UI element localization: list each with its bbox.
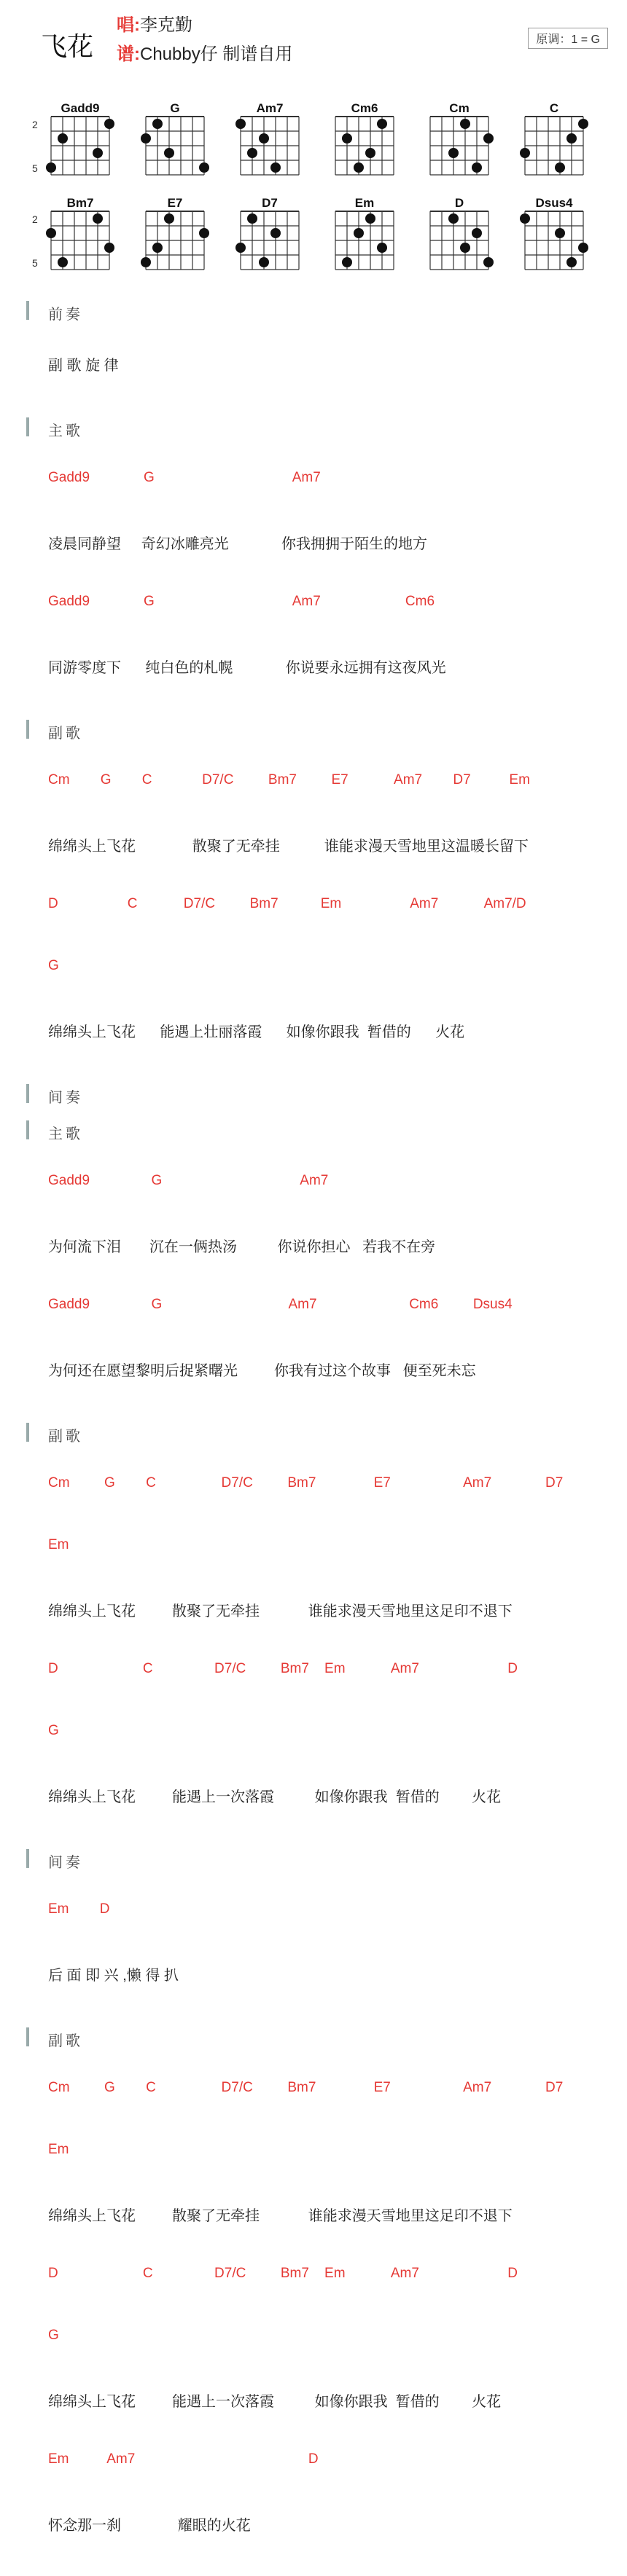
- finger-dot: [141, 257, 151, 267]
- section-marker: [26, 1084, 29, 1103]
- finger-dot: [58, 133, 68, 144]
- chord-line: Cm G C D7/C Bm7 E7 Am7 D7 Em: [48, 772, 530, 788]
- finger-dot: [520, 213, 530, 224]
- chord-line: Gadd9 G Am7: [48, 470, 321, 485]
- chord-name: Cm: [449, 101, 470, 115]
- chord-line: G: [48, 2328, 59, 2343]
- finger-dot: [259, 133, 269, 144]
- lyric-line: 绵绵头上飞花 散聚了无牵挂 谁能求漫天雪地里这足印不退下: [48, 1603, 513, 1619]
- singer-name: 李克勤: [140, 15, 192, 35]
- chord-name: Bm7: [66, 196, 94, 210]
- finger-dot: [270, 228, 281, 238]
- song-title: 飞花: [41, 32, 94, 62]
- finger-dot: [448, 213, 459, 224]
- chord-diagram-dsus4: [520, 196, 588, 270]
- arranger-label: 谱:: [117, 44, 140, 64]
- lyric-line: 后 面 即 兴 ,懒 得 扒: [48, 1968, 179, 1984]
- finger-dot: [247, 148, 257, 158]
- finger-dot: [483, 257, 494, 267]
- chord-name: Cm6: [351, 101, 378, 115]
- chord-line: Cm G C D7/C Bm7 E7 Am7 D7: [48, 2080, 564, 2095]
- chord-diagram-c: [520, 101, 588, 175]
- finger-dot: [377, 243, 387, 253]
- section-label: 主歌: [48, 423, 83, 439]
- section-marker: [26, 1120, 29, 1139]
- finger-dot: [58, 257, 68, 267]
- finger-dot: [247, 213, 257, 224]
- finger-dot: [578, 119, 588, 129]
- fret-label: 5: [32, 257, 38, 269]
- finger-dot: [235, 243, 246, 253]
- finger-dot: [141, 133, 151, 144]
- lyric-line: 绵绵头上飞花 散聚了无牵挂 谁能求漫天雪地里这足印不退下: [48, 2208, 513, 2224]
- arranger-name: Chubby仔 制谱自用: [140, 44, 293, 64]
- chord-diagram-gadd9: [32, 101, 114, 175]
- chord-line: Gadd9 G Am7 Cm6: [48, 594, 435, 609]
- finger-dot: [460, 243, 470, 253]
- section-label: 主歌: [48, 1126, 83, 1142]
- chord-diagram-cm6: [335, 101, 394, 175]
- chord-line: D C D7/C Bm7 Em Am7 D: [48, 1661, 518, 1676]
- chord-name: Gadd9: [61, 101, 100, 115]
- finger-dot: [555, 162, 565, 173]
- chord-name: C: [549, 101, 559, 115]
- key-badge: 原调：1 = G: [528, 28, 608, 49]
- section-marker: [26, 1849, 29, 1868]
- section-marker: [26, 720, 29, 739]
- lyric-line: 绵绵头上飞花 能遇上壮丽落霞 如像你跟我 暂借的 火花: [48, 1024, 465, 1040]
- section-label: 副歌: [48, 2033, 83, 2049]
- chord-line: D C D7/C Bm7 Em Am7 D: [48, 2266, 518, 2281]
- section-marker: [26, 2027, 29, 2046]
- chord-line: Em D: [48, 1901, 110, 1917]
- finger-dot: [520, 148, 530, 158]
- chord-diagram-g: [141, 101, 209, 175]
- finger-dot: [164, 213, 174, 224]
- finger-dot: [46, 228, 56, 238]
- chord-line: Em Am7 D: [48, 2451, 319, 2467]
- fret-label: 2: [32, 213, 38, 225]
- finger-dot: [365, 213, 375, 224]
- chord-name: Em: [354, 196, 375, 210]
- lyric-line: 为何流下泪 沉在一俩热汤 你说你担心 若我不在旁: [48, 1239, 436, 1255]
- finger-dot: [354, 162, 364, 173]
- finger-dot: [104, 243, 114, 253]
- finger-dot: [199, 228, 209, 238]
- singer-label: 唱:: [117, 15, 140, 35]
- finger-dot: [199, 162, 209, 173]
- chord-diagram-bm7: [32, 196, 114, 270]
- chord-diagram-e7: [141, 196, 209, 270]
- singer-line: [117, 10, 192, 36]
- finger-dot: [460, 119, 470, 129]
- lyric-line: 绵绵头上飞花 散聚了无牵挂 谁能求漫天雪地里这温暖长留下: [48, 839, 529, 855]
- chord-line: Gadd9 G Am7: [48, 1173, 329, 1188]
- lyric-line: 怀念那一刹 耀眼的火花: [48, 2518, 251, 2534]
- chord-name: G: [170, 101, 180, 115]
- lyric-line: 绵绵头上飞花 能遇上一次落霞 如像你跟我 暂借的 火花: [48, 1789, 502, 1805]
- finger-dot: [342, 257, 352, 267]
- lyric-line: 副 歌 旋 律: [48, 358, 119, 374]
- chord-diagram-d: [430, 196, 494, 270]
- section-marker: [26, 1423, 29, 1442]
- finger-dot: [259, 257, 269, 267]
- section-label: 副歌: [48, 1429, 83, 1445]
- finger-dot: [566, 133, 577, 144]
- chord-diagram-d7: [235, 196, 299, 270]
- finger-dot: [555, 228, 565, 238]
- chord-diagram-am7: [235, 101, 299, 175]
- chord-name: Dsus4: [535, 196, 573, 210]
- finger-dot: [152, 119, 163, 129]
- finger-dot: [46, 162, 56, 173]
- chord-name: Am7: [256, 101, 284, 115]
- finger-dot: [448, 148, 459, 158]
- finger-dot: [93, 148, 103, 158]
- lyric-line: 凌晨同静望 奇幻冰雕亮光 你我拥拥于陌生的地方: [48, 536, 428, 552]
- chord-diagram-em: [335, 196, 394, 270]
- finger-dot: [270, 162, 281, 173]
- chord-line: Em: [48, 1537, 69, 1552]
- finger-dot: [104, 119, 114, 129]
- finger-dot: [472, 228, 482, 238]
- finger-dot: [566, 257, 577, 267]
- chord-line: G: [48, 958, 59, 973]
- chord-line: Gadd9 G Am7 Cm6 Dsus4: [48, 1297, 513, 1312]
- lyric-line: 绵绵头上飞花 能遇上一次落霞 如像你跟我 暂借的 火花: [48, 2394, 502, 2410]
- finger-dot: [354, 228, 364, 238]
- finger-dot: [164, 148, 174, 158]
- finger-dot: [152, 243, 163, 253]
- chord-line: Cm G C D7/C Bm7 E7 Am7 D7: [48, 1475, 564, 1491]
- arranger-line: [117, 39, 292, 65]
- fret-label: 2: [32, 119, 38, 130]
- chord-line: Em: [48, 2142, 69, 2157]
- chord-diagram-grid: [0, 95, 627, 277]
- section-label: 间奏: [48, 1855, 83, 1871]
- chord-name: E7: [167, 196, 183, 210]
- lyric-line: 为何还在愿望黎明后捉紧曙光 你我有过这个故事 便至死未忘: [48, 1363, 476, 1379]
- fret-label: 5: [32, 162, 38, 174]
- section-marker: [26, 417, 29, 436]
- section-label: 前奏: [48, 307, 83, 323]
- finger-dot: [483, 133, 494, 144]
- finger-dot: [472, 162, 482, 173]
- chord-diagram-cm: [430, 101, 494, 175]
- section-label: 副歌: [48, 726, 83, 742]
- finger-dot: [342, 133, 352, 144]
- chord-line: G: [48, 1723, 59, 1738]
- lyric-line: 同游零度下 纯白色的札幌 你说要永远拥有这夜风光: [48, 660, 446, 676]
- finger-dot: [235, 119, 246, 129]
- chord-name: D7: [262, 196, 278, 210]
- finger-dot: [578, 243, 588, 253]
- section-marker: [26, 301, 29, 320]
- chord-name: D: [454, 196, 464, 210]
- finger-dot: [365, 148, 375, 158]
- chord-line: D C D7/C Bm7 Em Am7 Am7/D: [48, 896, 526, 911]
- section-label: 间奏: [48, 1090, 83, 1106]
- finger-dot: [93, 213, 103, 224]
- finger-dot: [377, 119, 387, 129]
